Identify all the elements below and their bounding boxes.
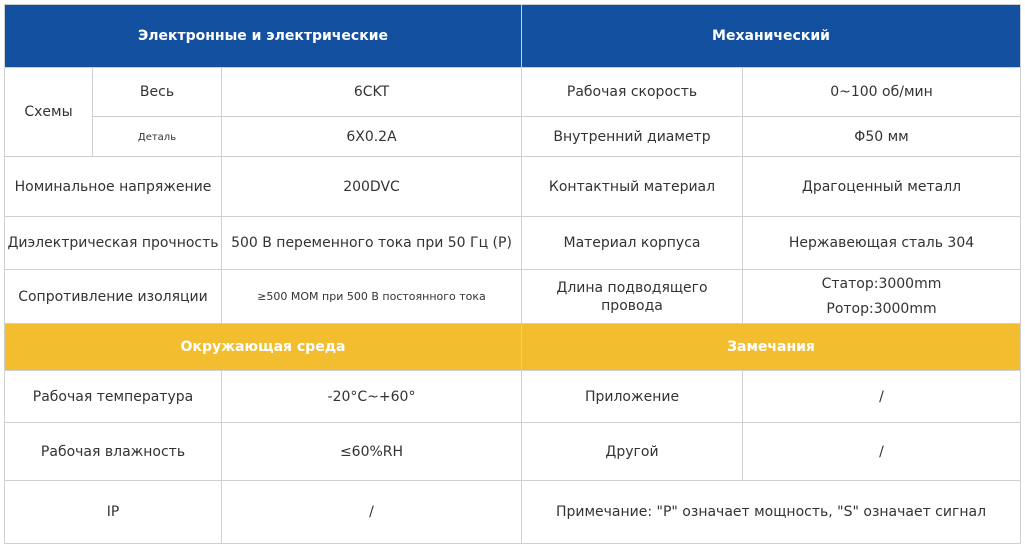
application-value: / <box>743 371 1021 423</box>
rated-voltage-value: 200DVC <box>222 157 522 217</box>
lead-length-value <box>743 270 1021 324</box>
application-label: Приложение <box>522 371 743 423</box>
lead-length-label: Длина подводящего провода <box>522 270 743 324</box>
humidity-label: Рабочая влажность <box>5 423 222 481</box>
insulation-value <box>222 270 522 324</box>
contact-material-label: Контактный материал <box>522 157 743 217</box>
detail-label-text: Деталь <box>137 131 177 143</box>
total-value: 6CKT <box>222 68 522 117</box>
inner-diameter-label: Внутренний диаметр <box>522 117 743 157</box>
header-mechanical: Механический <box>522 5 1021 68</box>
speed-label: Рабочая скорость <box>522 68 743 117</box>
detail-value: 6X0.2A <box>222 117 522 157</box>
lead-stator: Статор:3000mm <box>821 275 942 292</box>
header-electrical: Электронные и электрические <box>5 5 522 68</box>
insulation-value-text: ≥500 МОМ при 500 В постоянного тока <box>257 290 486 303</box>
temperature-value: -20°C~+60° <box>222 371 522 423</box>
housing-material-label: Материал корпуса <box>522 217 743 270</box>
ip-label: IP <box>5 481 222 544</box>
other-value: / <box>743 423 1021 481</box>
humidity-value: ≤60%RH <box>222 423 522 481</box>
other-label: Другой <box>522 423 743 481</box>
spec-table <box>4 4 1021 544</box>
detail-label <box>93 117 222 157</box>
housing-material-value: Нержавеющая сталь 304 <box>743 217 1021 270</box>
circuits-label: Схемы <box>5 68 93 157</box>
header-environment: Окружающая среда <box>5 324 522 371</box>
header-remarks: Замечания <box>522 324 1021 371</box>
total-label: Весь <box>93 68 222 117</box>
inner-diameter-value: Φ50 мм <box>743 117 1021 157</box>
rated-voltage-label: Номинальное напряжение <box>5 157 222 217</box>
note-text: Примечание: "P" означает мощность, "S" означает сигнал <box>522 481 1021 544</box>
insulation-label: Сопротивление изоляции <box>5 270 222 324</box>
lead-rotor: Ротор:3000mm <box>826 300 937 317</box>
dielectric-value: 500 В переменного тока при 50 Гц (P) <box>222 217 522 270</box>
dielectric-label: Диэлектрическая прочность <box>5 217 222 270</box>
speed-value: 0~100 об/мин <box>743 68 1021 117</box>
ip-value: / <box>222 481 522 544</box>
contact-material-value: Драгоценный металл <box>743 157 1021 217</box>
temperature-label: Рабочая температура <box>5 371 222 423</box>
